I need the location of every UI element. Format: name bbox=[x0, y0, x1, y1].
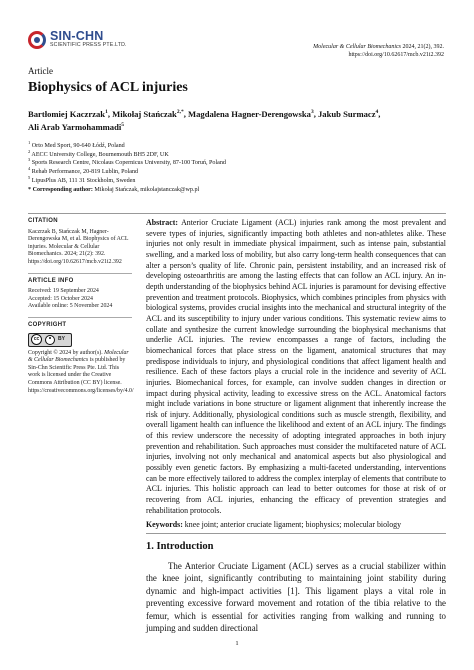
article-info-block bbox=[28, 278, 132, 311]
corresponding-text: Mikołaj Stańczak, mikolajstanczak@wp.pl bbox=[92, 186, 200, 193]
abstract-label: Abstract: bbox=[146, 218, 178, 227]
affiliation-mark: 4 bbox=[28, 166, 31, 172]
article-info-heading: ARTICLE INFO bbox=[28, 277, 74, 284]
page-number: 1 bbox=[235, 640, 239, 647]
author-separator: , bbox=[183, 109, 188, 119]
received-date: Received: 19 September 2024 bbox=[28, 288, 99, 295]
affiliation-item bbox=[28, 139, 226, 151]
affiliation-item bbox=[28, 148, 226, 163]
abstract-text: Anterior Cruciate Ligament (ACL) injuries rank among the most prevalent and severe types of injuries, significantly impacting both athletes and non-athletes alike. These injuries not only result in immediate physical impairment, such as intense pain, substantial swelling, and a marked loss of mobility, but also carry long-term health consequences that can alter a person’s quality of life. Chronic pain, persistent instability, and an increased risk of developing osteoarthritis are among the lasting effects that can follow an ACL injury. An in-depth understanding of the biophysics behind ACL injuries is paramount for devising effective prevention and treatment protocols. Biophysics, which combines principles from physics with biological systems, provides crucial insights into the mechanical and structural integrity of the ACL and its susceptibility to injury under various conditions. This systematic review aims to collate and synthesize the current knowledge surrounding the biophysical mechanisms that underlie ACL injuries. The review encompasses a range of factors, including the biomechanical forces that place stress on the ligament, anatomical structures that may predispose individuals to injury, and physiological conditions that affect ligament health and resilience. Each of these factors plays a crucial role in the incidence and severity of ACL injuries. Biomechanical forces, for example, can involve sudden changes in direction or impact during physical activity, leading to excessive stress on the ACL. Anatomical factors might include variations in bone structure or ligament alignment that inherently increase the risk of injury. Additionally, physiological conditions such as muscle strength, flexibility, and overall ligament health can influence the likelihood and extent of an ACL injury. The findings of this review underscore the necessity of adopting integrated approaches in both injury prevention and rehabilitation. Such approaches must consider the multifaceted nature of ACL injuries, involving not only mechanical and anatomical aspects but also physiological and possibly even genetic factors. By emphasizing a multi-faceted understanding, interventions can be more effectively tailored to address the complex interplay of elements that contribute to ACL injuries. This holistic approach can lead to better outcomes for those at risk of or recovering from ACL injuries, enhancing the efficacy of prevention strategies and rehabilitation protocols. bbox=[146, 218, 446, 515]
author-separator: , bbox=[378, 109, 381, 119]
abstract-divider bbox=[146, 533, 446, 534]
affiliation-item bbox=[28, 174, 226, 186]
logo-text bbox=[50, 30, 127, 49]
author-list bbox=[28, 108, 448, 133]
header-divider bbox=[28, 213, 446, 214]
affiliation-text: Sports Research Centre, Nicolaus Copernicus University, 87-100 Toruń, Poland bbox=[30, 160, 226, 167]
copyright-block bbox=[28, 322, 132, 395]
corresponding-author bbox=[28, 186, 226, 195]
cc-by-license-icon[interactable] bbox=[28, 333, 72, 347]
journal-issue: 2024, 21(2), 392. bbox=[401, 44, 444, 50]
copyright-journal: Molecular & Cellular Biomechanics bbox=[28, 349, 129, 364]
affiliation-mark: 1 bbox=[28, 139, 31, 145]
author-affiliation-mark: 3 bbox=[310, 109, 314, 116]
author-affiliation-mark: 1 bbox=[105, 109, 108, 116]
abstract-paragraph bbox=[146, 218, 446, 516]
affiliation-text: LipusPlus AB, 111 31 Stockholm, Sweden bbox=[30, 177, 136, 184]
journal-info bbox=[313, 43, 444, 59]
article-title: Biophysics of ACL injuries bbox=[28, 80, 188, 95]
article-sidebar bbox=[28, 218, 132, 401]
citation-block bbox=[28, 218, 132, 267]
affiliation-item bbox=[28, 168, 226, 177]
intro-heading: 1. Introduction bbox=[146, 541, 214, 552]
cc-symbol-icon: cc bbox=[31, 334, 42, 345]
author-separator: , bbox=[107, 109, 113, 119]
abstract-section bbox=[146, 218, 446, 531]
affiliation-mark: 2 bbox=[28, 148, 31, 154]
keywords-text: knee joint; anterior cruciate ligament; biophysics; molecular biology bbox=[182, 520, 402, 530]
author-name: Jakub Surmacz bbox=[317, 109, 376, 119]
author-name: Magdalena Hagner-Derengowska bbox=[188, 109, 311, 119]
affiliation-list bbox=[28, 139, 226, 194]
publisher-logo-icon bbox=[28, 31, 46, 49]
attribution-person-icon bbox=[45, 335, 55, 345]
sidebar-divider bbox=[28, 317, 132, 318]
corresponding-label: * Corresponding author: bbox=[28, 186, 93, 193]
publisher-logo bbox=[28, 30, 127, 49]
publisher-subtitle: SCIENTIFIC PRESS PTE.LTD. bbox=[50, 42, 127, 48]
affiliation-text: AECC University College, Bournemouth BH5 2DF, UK bbox=[30, 151, 169, 158]
author-separator: , bbox=[313, 109, 318, 119]
affiliation-text: Rehab Performance, 20-819 Lublin, Poland bbox=[30, 169, 139, 176]
author-name: Ali Arab Yarmohammadi bbox=[28, 121, 122, 132]
copyright-text bbox=[28, 350, 132, 396]
affiliation-mark: 5 bbox=[28, 174, 31, 180]
journal-name: Molecular & Cellular Biomechanics bbox=[313, 44, 401, 50]
intro-paragraph: The Anterior Cruciate Ligament (ACL) serves as a crucial stabilizer within the knee joint, significantly contributing to maintaining joint stability during dynamic and high-impact activities [1]. This ligament plays a vital role in preventing excessive forward movement and rotation of the tibia relative to the femur, which is essential for activities ranging from walking and running to jumping and sudden directional bbox=[146, 561, 446, 634]
affiliation-text: Orto Med Sport, 90-640 Łódź, Poland bbox=[30, 143, 125, 149]
copyright-line: Copyright © 2024 by author(s). bbox=[28, 349, 103, 356]
available-date: Available online: 5 November 2024 bbox=[28, 303, 113, 310]
author-name: Bartłomiej Kaczrzak bbox=[28, 109, 106, 119]
copyright-heading: COPYRIGHT bbox=[28, 321, 67, 328]
sidebar-divider bbox=[28, 273, 132, 274]
accepted-date: Accepted: 15 October 2024 bbox=[28, 295, 93, 302]
keywords-label: Keywords: bbox=[146, 520, 183, 530]
citation-text: Kaczrzak B, Stańczak M, Hagner-Derengowska M, et al. Biophysics of ACL injuries. Molecular & Cellular Biomechanics. 2024; 21(2): 392. https://doi.org/10.62617/mcb.v21i2.392 bbox=[28, 228, 129, 265]
logo-dot bbox=[34, 37, 40, 43]
journal-citation-line bbox=[313, 43, 444, 51]
author-affiliation-mark: 4 bbox=[375, 109, 379, 116]
author-affiliation-mark: 5 bbox=[121, 121, 125, 128]
affiliation-item bbox=[28, 159, 226, 168]
publisher-name: SIN-CHN bbox=[50, 29, 104, 43]
author-affiliation-mark: 2,* bbox=[176, 109, 184, 116]
citation-heading: CITATION bbox=[28, 218, 58, 224]
cc-by-label: BY bbox=[58, 335, 65, 342]
article-type: Article bbox=[28, 66, 53, 76]
author-name: Mikołaj Stańczak bbox=[112, 109, 177, 119]
affiliation-mark: 3 bbox=[28, 157, 31, 163]
journal-doi-link[interactable]: https://doi.org/10.62617/mcb.v21i2.392 bbox=[348, 52, 444, 58]
copyright-rest: is published by Sin-Chn Scientific Press Pte. Ltd. This work is licensed under the Creative Commons Attribution (CC BY) license. https://creativecommons.org/licenses/by/4.0/ bbox=[28, 357, 134, 394]
keywords-line bbox=[146, 520, 446, 531]
